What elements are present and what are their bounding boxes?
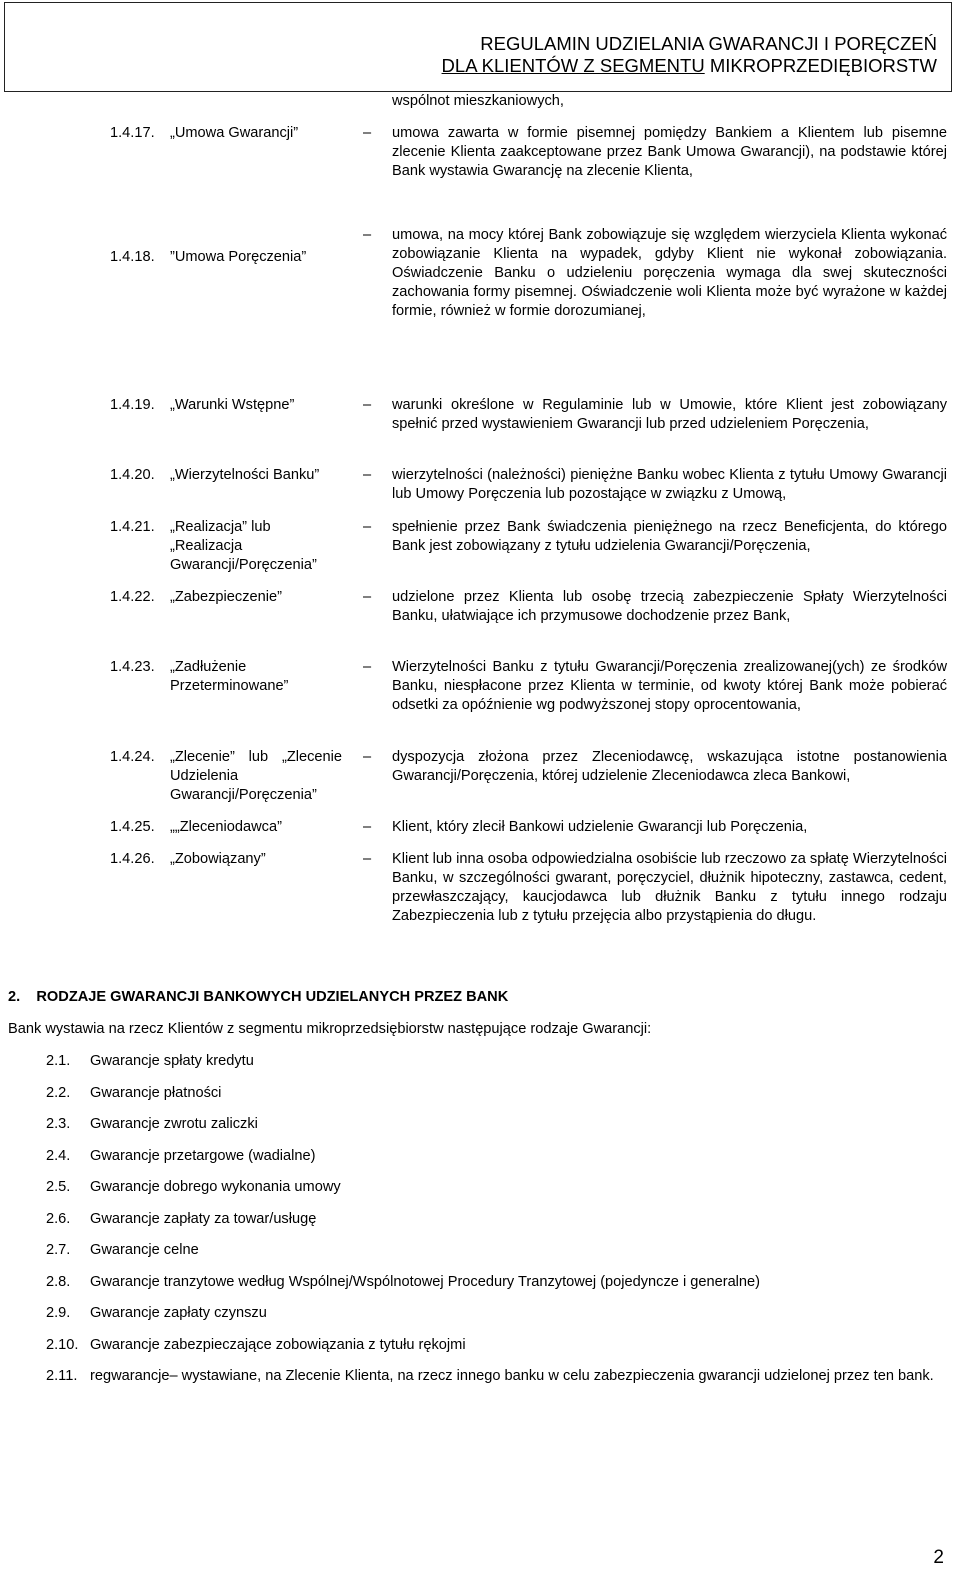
definition-number: 1.4.25. [110,819,155,835]
section-number: 2. [8,989,21,1005]
guarantee-types-list [46,1052,946,1399]
list-item-label: Gwarancje dobrego wykonania umowy [90,1179,341,1195]
definition-number: 1.4.24. [110,749,155,765]
list-item-label: Gwarancje zapłaty za towar/usługę [90,1210,317,1227]
header-line-2-rest: MIKROPRZEDIĘBIORSTW [704,55,937,76]
definition-dash: – [363,749,372,765]
list-item [46,1115,946,1134]
document-header [4,2,952,92]
header-line-2-underlined: DLA KLIENTÓW Z SEGMENTU [441,55,705,76]
list-item-number: 2.4. [46,1147,71,1164]
definition-text: spełnienie przez Bank świadczenia pieniężnego na rzecz Beneficjenta, do którego Bank jest zobowiązany z tytułu udzielenia Gwarancji/Poręczenia, [392,519,947,554]
definition-term: „Zlecenie” lub „Zlecenie Udzielenia Gwarancji/Poręczenia” [170,749,342,803]
definition-dash: – [363,125,372,141]
definition-term: ”Umowa Poręczenia” [170,249,307,265]
list-item-label: Gwarancje płatności [90,1084,222,1101]
definition-number: 1.4.21. [110,519,155,535]
list-item [46,1367,946,1386]
list-item-number: 2.7. [46,1242,71,1258]
header-title [442,33,937,77]
list-item-label: regwarancje– wystawiane, na Zlecenie Klienta, na rzecz innego banku w celu zabezpieczenia gwarancji udzielonej przez ten bank. [90,1368,934,1384]
page-number: 2 [933,1547,944,1568]
list-item-label: Gwarancje celne [90,1242,199,1258]
definition-term: „Wierzytelności Banku” [170,467,320,483]
definition-dash: – [363,519,372,535]
list-item-label: Gwarancje zapłaty czynszu [90,1305,267,1321]
definition-text: umowa zawarta w formie pisemnej pomiędzy Bankiem a Klientem lub pisemne zlecenie Klienta zaakceptowane przez Bank Umowa Gwarancji), na podstawie której Bank wystawia Gwarancję na zlecenie Klienta, [392,125,947,179]
definition-term: „„Zleceniodawca” [170,819,282,835]
definition-text: dyspozycja złożona przez Zleceniodawcę, wskazująca istotne postanowienia Gwarancji/Poręczenia, której udzielenie Zleceniodawca zleca Bankowi, [392,749,947,784]
definition-number: 1.4.23. [110,659,155,675]
list-item-number: 2.3. [46,1116,71,1132]
definition-text: umowa, na mocy której Bank zobowiązuje się względem wierzyciela Klienta wykonać zobowiązanie Klienta na wypadek, gdyby Klient nie wykonał zobowiązania. Oświadczenie Banku o udzieleniu poręczenia wymaga dla swej skuteczności zachowania formy pisemnej. Oświadczenie woli Klienta może być wyrażone w każdej formie, również w formie dorozumianej, [392,227,947,319]
list-item-label: Gwarancje tranzytowe według Wspólnej/Wspólnotowej Procedury Tranzytowej (pojedyncze i generalne) [90,1273,761,1290]
list-item-label: Gwarancje zabezpieczające zobowiązania z tytułu rękojmi [90,1336,466,1353]
list-item-number: 2.9. [46,1305,71,1321]
continuation-text: wspólnot mieszkaniowych, [392,93,564,109]
list-item-number: 2.11. [46,1368,78,1384]
definition-term: „Umowa Gwarancji” [170,125,299,141]
definition-term: „Zobowiązany” [170,851,266,867]
section-title: RODZAJE GWARANCJI BANKOWYCH UDZIELANYCH PRZEZ BANK [36,989,509,1005]
list-item-number: 2.8. [46,1273,71,1290]
list-item-number: 2.2. [46,1084,71,1101]
definition-term: „Warunki Wstępne” [170,397,295,413]
definition-text: udzielone przez Klienta lub osobę trzecią zabezpieczenie Spłaty Wierzytelności Banku, ułatwiające ich przymusowe dochodzenie przez Bank, [392,589,947,624]
list-item-label: Gwarancje spłaty kredytu [90,1053,254,1069]
definition-text: Klient, który zlecił Bankowi udzielenie Gwarancji lub Poręczenia, [392,819,808,835]
definition-dash: – [363,851,372,867]
list-item [46,1273,946,1292]
list-item [46,1241,946,1260]
header-line-1: REGULAMIN UDZIELANIA GWARANCJI I PORĘCZEŃ [480,33,937,54]
list-item [46,1210,946,1229]
definition-dash: – [363,467,372,483]
definition-number: 1.4.20. [110,467,155,483]
definition-number: 1.4.22. [110,589,155,605]
list-item-label: Gwarancje zwrotu zaliczki [90,1116,258,1132]
definition-text: Wierzytelności Banku z tytułu Gwarancji/Poręczenia zrealizowanej(ych) ze środków Banku, niespłacone przez Klienta w terminie, od kwoty której Bank może pobierać odsetki za opóźnienie wg podwyższonej stopy oprocentowania, [392,659,947,713]
list-item [46,1336,946,1355]
list-item-number: 2.6. [46,1210,71,1227]
definition-number: 1.4.17. [110,125,155,141]
definition-number: 1.4.26. [110,851,155,867]
list-item [46,1178,946,1197]
section-heading [8,988,908,1007]
list-item [46,1084,946,1103]
definition-dash: – [363,227,372,243]
definition-dash: – [363,659,372,675]
definition-dash: – [363,819,372,835]
list-item [46,1147,946,1166]
list-item-number: 2.1. [46,1053,71,1069]
list-item-number: 2.10. [46,1336,79,1353]
list-item-label: Gwarancje przetargowe (wadialne) [90,1147,316,1164]
definition-term: „Zabezpieczenie” [170,589,282,605]
definition-term: „Zadłużenie Przeterminowane” [170,659,289,694]
definition-term: „Realizacja” lub „Realizacja Gwarancji/Poręczenia” [170,519,317,573]
list-item [46,1304,946,1323]
list-item [46,1052,946,1071]
definition-text: warunki określone w Regulaminie lub w Umowie, które Klient jest zobowiązany spełnić przed wystawieniem Gwarancji lub przed udzieleniem Poręczenia, [392,397,947,432]
list-item-number: 2.5. [46,1179,71,1195]
definition-number: 1.4.18. [110,249,155,265]
definition-number: 1.4.19. [110,397,155,413]
header-line-2 [442,55,937,77]
definition-text: Klient lub inna osoba odpowiedzialna osobiście lub rzeczowo za spłatę Wierzytelności Banku, w szczególności gwarant, poręczyciel, dłużnik hipoteczny, zastawca, cedent, przewłaszczający, kaucjodawca lub dłużnik Banku z tytułu innego rodzaju Zabezpieczenia lub z tytułu przejęcia albo przystąpienia do długu. [392,851,947,924]
definition-text: wierzytelności (należności) pieniężne Banku wobec Klienta z tytułu Umowy Gwarancji lub Umowy Poręczenia lub pozostające w związku z Umową, [392,467,947,502]
definition-dash: – [363,397,372,413]
section-intro: Bank wystawia na rzecz Klientów z segmentu mikroprzedsiębiorstw następujące rodzaje Gwarancji: [8,1021,652,1037]
definition-dash: – [363,589,372,605]
